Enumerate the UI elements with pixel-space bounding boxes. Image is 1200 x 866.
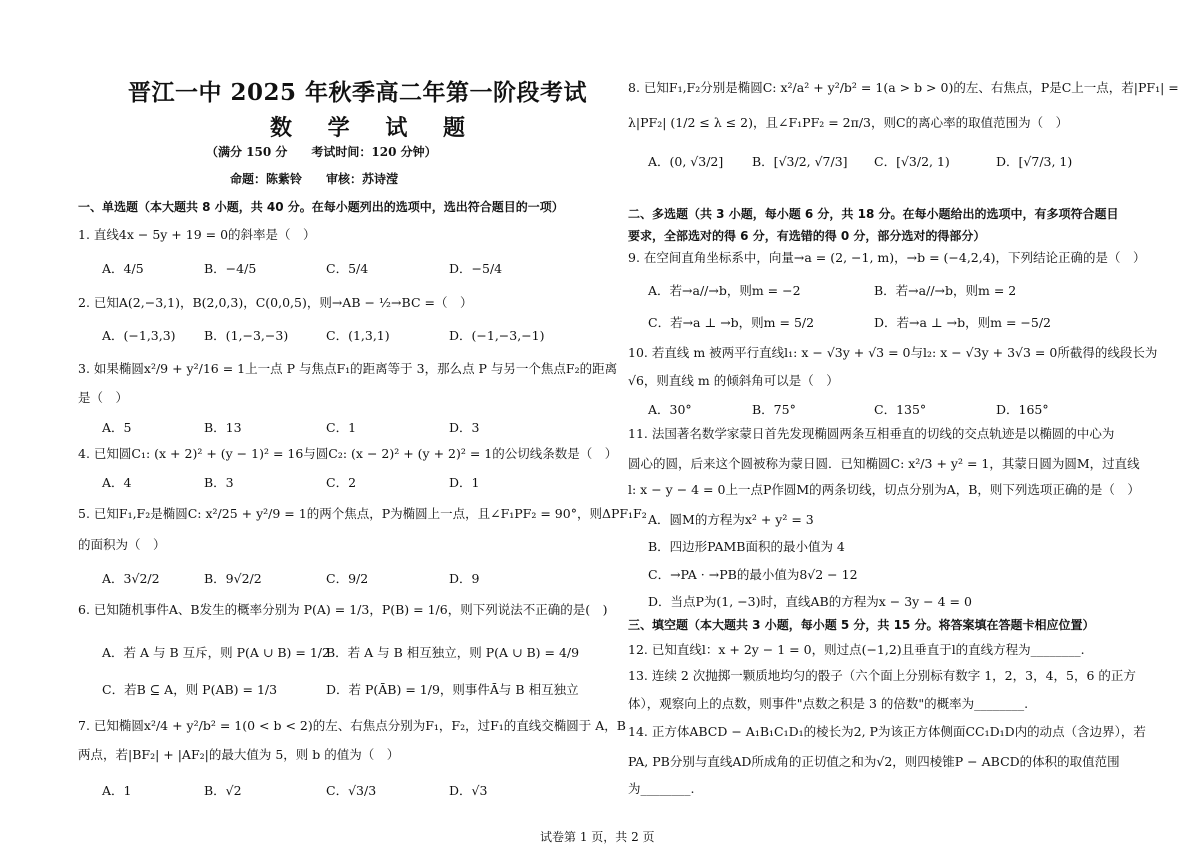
exam-subtitle: 数 学 试 题 xyxy=(270,115,479,141)
q2-option-d: D．(−1,−3,−1) xyxy=(449,328,545,343)
section-single-choice: 一、单选题（本大题共 8 小题，共 40 分。在每小题列出的选项中，选出符合题目的一项） xyxy=(78,200,564,214)
score-time: （满分 150 分 考试时间：120 分钟） xyxy=(206,145,437,159)
q5-option-a: A．3√2/2 xyxy=(102,571,160,586)
q8-option-a: A．(0, √3/2] xyxy=(648,154,724,169)
q7-stem-line1: 7. 已知椭圆x²/4 + y²/b² = 1(0 < b < 2)的左、右焦点分别为F₁，F₂，过F₁的直线交椭圆于 A，B xyxy=(78,718,626,733)
q6-option-d: D．若 P(ĀB) = 1/9，则事件Ā与 B 相互独立 xyxy=(326,682,579,697)
q1-option-d: D．−5/4 xyxy=(449,261,503,276)
q11-stem-line3: l: x − y − 4 = 0上一点P作圆M的两条切线，切点分别为A，B，则下列选项正确的是（ ） xyxy=(628,482,1140,497)
q14-stem-line2: PA, PB分别与直线AD所成角的正切值之和为√2，则四棱锥P − ABCD的体积的取值范围 xyxy=(628,754,1120,769)
q9-option-b: B．若→a//→b，则m = 2 xyxy=(874,283,1017,298)
q4-option-b: B．3 xyxy=(204,475,234,490)
q8-option-b: B．[√3/2, √7/3] xyxy=(752,154,848,169)
q5-option-b: B．9√2/2 xyxy=(204,571,262,586)
q13-stem-line1: 13. 连续 2 次抛掷一颗质地均匀的骰子（六个面上分别标有数字 1，2，3，4，5，6 的正方 xyxy=(628,668,1136,683)
q6-option-a: A．若 A 与 B 互斥，则 P(A ∪ B) = 1/2 xyxy=(102,645,330,660)
q7-option-a: A．1 xyxy=(102,783,132,798)
section-multi-choice-line2: 要求，全部选对的得 6 分，有选错的得 0 分，部分选对的得部分） xyxy=(628,229,986,243)
q7-option-d: D．√3 xyxy=(449,783,488,798)
page-footer: 试卷第 1 页，共 2 页 xyxy=(540,830,655,844)
q4-option-c: C．2 xyxy=(326,475,357,490)
authors: 命题：陈紫铃 审核：苏诗滢 xyxy=(230,172,399,186)
q5-stem-line1: 5. 已知F₁,F₂是椭圆C: x²/25 + y²/9 = 1的两个焦点，P为椭圆上一点，且∠F₁PF₂ = 90°，则ΔPF₁F₂ xyxy=(78,506,647,521)
q9-option-a: A．若→a//→b，则m = −2 xyxy=(648,283,801,298)
q10-option-d: D．165° xyxy=(996,402,1049,417)
q10-stem-line1: 10. 若直线 m 被两平行直线l₁: x − √3y + √3 = 0与l₂: x − √3y + 3√3 = 0所截得的线段长为 xyxy=(628,345,1158,360)
q11-stem-line2: 圆心的圆，后来这个圆被称为蒙日圆．已知椭圆C: x²/3 + y² = 1，其蒙日圆为圆M，过直线 xyxy=(628,456,1140,471)
section-fill-in: 三、填空题（本大题共 3 小题，每小题 5 分，共 15 分。将答案填在答题卡相应位置） xyxy=(628,618,1095,632)
q6-stem: 6. 已知随机事件A、B发生的概率分别为 P(A) = 1/3，P(B) = 1/6，则下列说法不正确的是( ) xyxy=(78,602,608,617)
q8-option-c: C．[√3/2, 1) xyxy=(874,154,950,169)
q4-option-a: A．4 xyxy=(102,475,132,490)
q1-stem: 1. 直线4x − 5y + 19 = 0的斜率是（ ） xyxy=(78,227,316,242)
q11-option-b: B．四边形PAMB面积的最小值为 4 xyxy=(648,539,845,554)
q12-stem: 12. 已知直线l：x + 2y − 1 = 0，则过点(−1,2)且垂直于l的直线方程为________. xyxy=(628,642,1085,657)
q3-stem-line1: 3. 如果椭圆x²/9 + y²/16 = 1上一点 P 与焦点F₁的距离等于 3，那么点 P 与另一个焦点F₂的距离 xyxy=(78,361,618,376)
q10-option-c: C．135° xyxy=(874,402,927,417)
q2-stem: 2. 已知A(2,−3,1)，B(2,0,3)，C(0,0,5)，则→AB − ½→BC =（ ） xyxy=(78,295,473,310)
q8-stem-line1: 8. 已知F₁,F₂分别是椭圆C: x²/a² + y²/b² = 1(a > b > 0)的左、右焦点，P是C上一点，若|PF₁| = xyxy=(628,80,1179,95)
q3-option-c: C．1 xyxy=(326,420,357,435)
q3-option-d: D．3 xyxy=(449,420,480,435)
q3-option-b: B．13 xyxy=(204,420,242,435)
q8-stem-line2: λ|PF₂| (1/2 ≤ λ ≤ 2)，且∠F₁PF₂ = 2π/3，则C的离心率的取值范围为（ ） xyxy=(628,115,1069,130)
q1-option-b: B．−4/5 xyxy=(204,261,257,276)
q6-option-c: C．若B ⊆ A，则 P(AB) = 1/3 xyxy=(102,682,278,697)
q9-stem: 9. 在空间直角坐标系中，向量→a = (2, −1, m)，→b = (−4,2,4)，下列结论正确的是（ ） xyxy=(628,250,1146,265)
q10-stem-line2: √6，则直线 m 的倾斜角可以是（ ） xyxy=(628,373,839,388)
q4-stem: 4. 已知圆C₁: (x + 2)² + (y − 1)² = 16与圆C₂: (x − 2)² + (y + 2)² = 1的公切线条数是（ ） xyxy=(78,446,618,461)
q7-stem-line2: 两点，若|BF₂| + |AF₂|的最大值为 5，则 b 的值为（ ） xyxy=(78,747,400,762)
q9-option-c: C．若→a ⊥ →b，则m = 5/2 xyxy=(648,315,815,330)
q1-option-c: C．5/4 xyxy=(326,261,369,276)
q11-stem-line1: 11. 法国著名数学家蒙日首先发现椭圆两条互相垂直的切线的交点轨迹是以椭圆的中心为 xyxy=(628,426,1115,441)
q9-option-d: D．若→a ⊥ →b，则m = −5/2 xyxy=(874,315,1051,330)
q11-option-a: A．圆M的方程为x² + y² = 3 xyxy=(648,512,814,527)
exam-title: 晋江一中 2025 年秋季高二年第一阶段考试 xyxy=(128,79,588,106)
q5-stem-line2: 的面积为（ ） xyxy=(78,537,166,552)
q3-option-a: A．5 xyxy=(102,420,132,435)
q11-option-d: D．当点P为(1, −3)时，直线AB的方程为x − 3y − 4 = 0 xyxy=(648,594,972,609)
q2-option-c: C．(1,3,1) xyxy=(326,328,390,343)
q2-option-a: A．(−1,3,3) xyxy=(102,328,176,343)
q2-option-b: B．(1,−3,−3) xyxy=(204,328,289,343)
q13-stem-line2: 体），观察向上的点数，则事件"点数之积是 3 的倍数"的概率为________. xyxy=(628,696,1029,711)
q10-option-a: A．30° xyxy=(648,402,692,417)
q14-stem-line3: 为________. xyxy=(628,781,695,796)
q11-option-c: C．→PA · →PB的最小值为8√2 − 12 xyxy=(648,567,858,582)
q6-option-b: B．若 A 与 B 相互独立，则 P(A ∪ B) = 4/9 xyxy=(326,645,580,660)
q5-option-c: C．9/2 xyxy=(326,571,369,586)
q1-option-a: A．4/5 xyxy=(102,261,144,276)
q4-option-d: D．1 xyxy=(449,475,480,490)
q7-option-b: B．√2 xyxy=(204,783,242,798)
q3-stem-line2: 是（ ） xyxy=(78,390,129,405)
section-multi-choice-line1: 二、多选题（共 3 小题，每小题 6 分，共 18 分。在每小题给出的选项中，有多项符合题目 xyxy=(628,207,1119,221)
q5-option-d: D．9 xyxy=(449,571,480,586)
q7-option-c: C．√3/3 xyxy=(326,783,377,798)
q10-option-b: B．75° xyxy=(752,402,796,417)
q8-option-d: D．[√7/3, 1) xyxy=(996,154,1073,169)
q14-stem-line1: 14. 正方体ABCD − A₁B₁C₁D₁的棱长为2, P为该正方体侧面CC₁D₁D内的动点（含边界），若 xyxy=(628,724,1146,739)
